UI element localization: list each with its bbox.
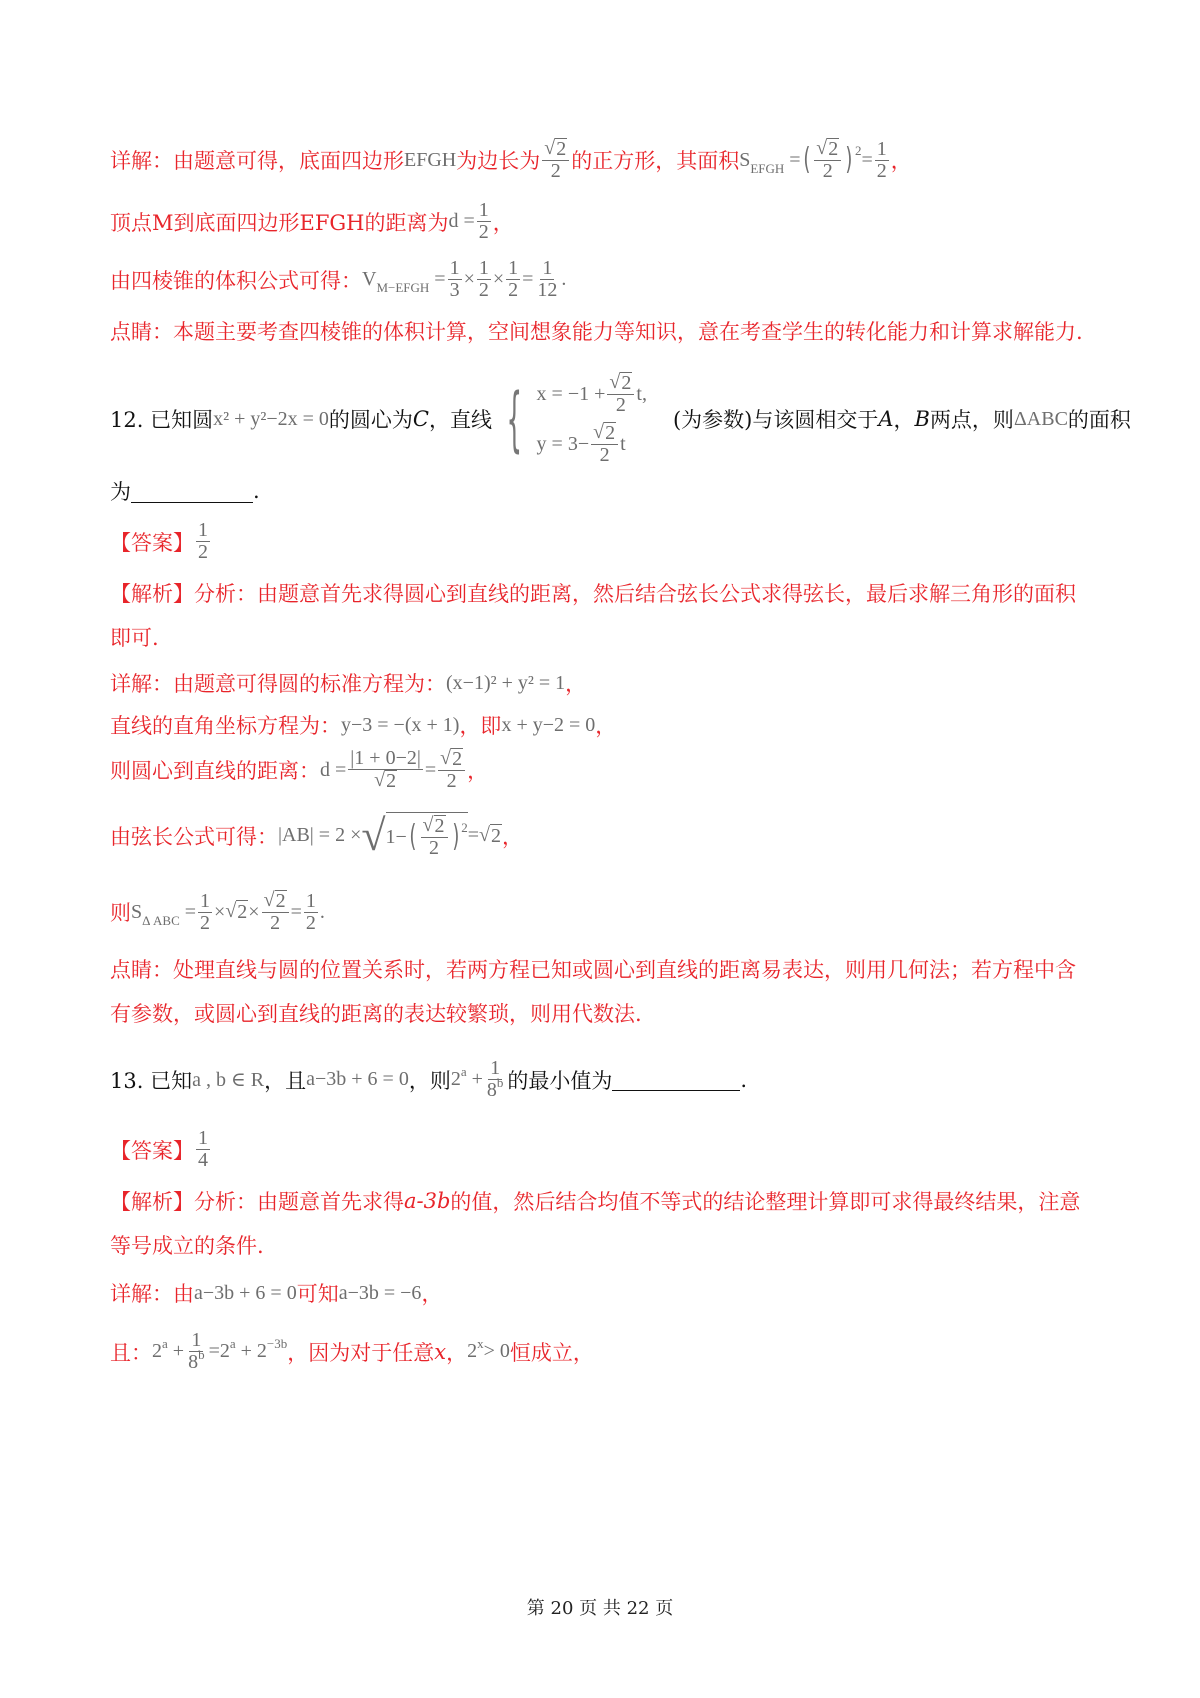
- fraction-sqrt2-over-2: √ 2 2: [814, 138, 841, 182]
- circle-equation: x² + y²−2x = 0: [213, 407, 329, 430]
- answer-12: 【答案】 $\frac{1}{2}$: [110, 519, 208, 563]
- text: 顶点M到底面四边形EFGH的距离为: [110, 210, 449, 235]
- detail-12-5: 则 $S_{\Delta ABC}$ = $\frac{1}{2}$ × √ 2 × √ 2 2 = $\frac{1}{2}$ .: [110, 889, 325, 934]
- page-footer: 第 20 页 共 22 页: [526, 1598, 674, 1619]
- fraction-1-over-2: $\frac{1}{2}$: [876, 137, 887, 182]
- analysis-12-cont: 即可.: [110, 626, 159, 650]
- analysis-13-cont: 等号成立的条件.: [110, 1234, 264, 1258]
- analysis-13: 【解析】 分析：由题意首先求得 a-3b 的值，然后结合均值不等式的结论整理计算即可求得最终结果，注意: [110, 1189, 1081, 1214]
- analysis-12: 【解析】 分析：由题意首先求得圆心到直线的距离，然后结合弦长公式求得弦长，最后求解三角形的面积: [110, 582, 1076, 606]
- parametric-system: { x = −1 + √ 2 2 t , y = 3− √ 2 2 t: [506, 371, 647, 466]
- comment-12-2: 有参数，或圆心到直线的距离的表达较繁琐，则用代数法.: [110, 1002, 642, 1026]
- detail-line-efgh: 详解：由题意可得，底面四边形 EFGH 为边长为 √ 2 2 的正方形，其面积 $S_{EFGH}$ = ( √ 2 2 ) 2 = $\frac{1}{2}$ ，: [110, 137, 912, 182]
- text: 为边长为: [456, 149, 541, 173]
- question-number: 12. 已知圆: [110, 408, 214, 432]
- detail-12-3: 则圆心到直线的距离： d = |1 + 0−2| √ 2 = √ 2 2 ，: [110, 747, 489, 792]
- detail-line-volume: 由四棱锥的体积公式可得： $V_{M-EFGH}$ = $\frac{1}{3}$ × $\frac{1}{2}$ × $\frac{1}{2}$ = $\frac{1}{12}$ .: [110, 257, 567, 301]
- detail-line-distance: 顶点M到底面四边形EFGH的距离为 d = $\frac{1}{2}$ ，: [110, 199, 514, 243]
- text: 由四棱锥的体积公式可得：: [110, 268, 362, 293]
- fraction-sqrt2-over-2: √ 2 2: [542, 138, 569, 182]
- detail-12-2: 直线的直角坐标方程为： y−3 = −(x + 1) ，即 x + y−2 = 0 ，: [110, 713, 617, 738]
- text: 的正方形，其面积: [571, 149, 740, 173]
- answer-13: 【答案】 $\frac{1}{4}$: [110, 1127, 208, 1171]
- comment-11: 点睛：本题主要考查四棱锥的体积计算，空间想象能力等知识，意在考查学生的转化能力和计算求解能力.: [110, 320, 1083, 344]
- area-symbol: $S_{EFGH}$ =: [739, 148, 801, 176]
- comment-12-1: 点睛：处理直线与圆的位置关系时，若两方程已知或圆心到直线的距离易表达，则用几何法；若方程中含: [110, 958, 1076, 982]
- detail-13-2: 且： $2^a$ + $\frac{1}{8^b}$ = $2^a + 2^{-3b}$ ，因为对于任意 x ， $2^x> 0$ 恒成立，: [110, 1329, 594, 1373]
- detail-12-4: 由弦长公式可得： |AB| = 2 × √ 1− ( √ 2 2 ) 2 = √ 2 ，: [110, 810, 523, 860]
- text: 详解：由题意可得，底面四边形: [110, 149, 404, 173]
- question-13: 13. 已知 a , b ∈ R ，且 a−3b + 6 = 0 ，则 $2^a$ + $\frac{1}{8^b}$ 的最小值为 .: [110, 1057, 748, 1101]
- answer-label: 【答案】: [110, 530, 194, 555]
- question-12-blank: 为 .: [110, 479, 260, 504]
- math-efgh: EFGH: [404, 148, 457, 171]
- detail-12-1: 详解：由题意可得圆的标准方程为： (x−1)² + y² = 1 ，: [110, 671, 587, 696]
- answer-blank: [612, 1068, 740, 1091]
- detail-13-1: 详解：由 a−3b + 6 = 0 可知 a−3b = −6 ，: [110, 1281, 443, 1306]
- fraction-1-over-2: $\frac{1}{2}$: [478, 199, 489, 243]
- math-d: d =: [448, 210, 475, 232]
- volume-symbol: $V_{M-EFGH}$ =: [362, 268, 446, 295]
- answer-blank: [131, 480, 253, 503]
- question-12: 12. 已知圆 x² + y²−2x = 0 的圆心为 C ，直线 { x = −1 + √ 2 2 t , y = 3− √ 2 2 t (为参数)与该圆相交于 A ， B 两点，则 ΔABC 的面积: [110, 371, 1131, 466]
